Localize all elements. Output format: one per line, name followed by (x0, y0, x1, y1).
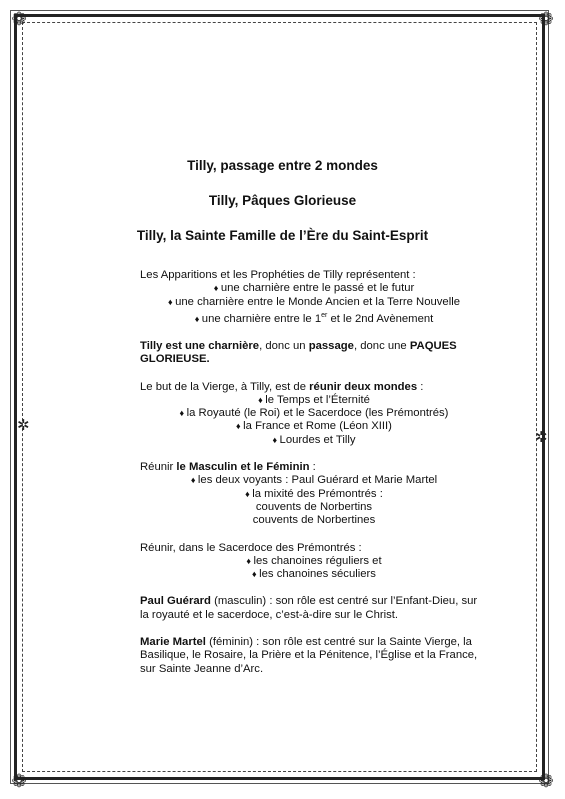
list-item: ♦ une charnière entre le Monde Ancien et la Terre Nouvelle (140, 296, 488, 309)
page-subtitle: Tilly, la Sainte Famille de l’Ère du Saint-Esprit (136, 228, 429, 243)
text: : (309, 461, 316, 474)
superscript: er (321, 311, 328, 319)
text: (féminin) : son rôle est centré sur la Sainte Vierge, la Basilique, le Rosaire, la Prière et la Pénitence, l’Église et la France, sur Sainte Jeanne d’Arc. (140, 636, 478, 675)
section-deux-mondes (140, 381, 488, 447)
section-sacerdoce (140, 542, 488, 582)
bold-text: Marie Martel (140, 636, 206, 648)
list-item-text: une charnière entre le 1 (201, 312, 322, 325)
list-item: couvents de Norbertins (255, 500, 373, 513)
text: , donc une (353, 339, 410, 352)
corner-ornament-icon: ❁ (11, 9, 27, 29)
text: (masculin) : son rôle est centré sur l’Enfant-Dieu, sur la royauté et le sacerdoce, c’est-à-dire sur le Christ. (140, 595, 478, 621)
bold-text: PAQUES GLORIEUSE. (140, 339, 457, 366)
section-marie-martel (140, 636, 488, 676)
text: Réunir (140, 461, 177, 474)
page-title: Tilly, passage entre 2 mondes (187, 158, 378, 173)
corner-ornament-icon: ❁ (11, 771, 27, 791)
side-ornament-icon: ✲ (535, 429, 548, 446)
page-subtitle: Tilly, Pâques Glorieuse (208, 193, 357, 208)
list-item: ♦ les chanoines réguliers et (140, 555, 488, 568)
bold-text: Paul Guérard (140, 595, 211, 608)
section-intro (140, 381, 488, 394)
list-item: ♦ les deux voyants : Paul Guérard et Marie Martel (140, 474, 488, 487)
corner-ornament-icon: ❁ (538, 771, 554, 791)
list-item: ♦ une charnière entre le passé et le futur (140, 282, 488, 295)
document-body (140, 269, 488, 690)
text: Le but de la Vierge, à Tilly, est de (140, 380, 310, 393)
list-item: ♦ la mixité des Prémontrés : (140, 488, 488, 501)
list-item: ♦ la Royauté (le Roi) et le Sacerdoce (les Prémontrés) (140, 407, 488, 420)
side-ornament-icon: ✲ (17, 417, 30, 434)
section-masculin-feminin (140, 461, 488, 527)
title-block (0, 158, 565, 263)
text: , donc un (259, 339, 309, 352)
text: : (417, 380, 424, 393)
list-item: ♦ la France et Rome (Léon XIII) (140, 420, 488, 433)
section-charniere (140, 269, 488, 326)
section-paul-guerard (140, 595, 488, 622)
section-intro: Réunir, dans le Sacerdoce des Prémontrés : (140, 541, 362, 554)
section-passage (140, 340, 488, 367)
list-item: ♦ Lourdes et Tilly (140, 434, 488, 447)
corner-ornament-icon: ❁ (538, 9, 554, 29)
list-item: ♦ le Temps et l’Éternité (140, 394, 488, 407)
bold-text: réunir deux mondes (309, 380, 418, 393)
bold-text: passage (308, 339, 354, 352)
section-intro (140, 461, 488, 474)
list-item: ♦ les chanoines séculiers (140, 568, 488, 581)
list-item (140, 309, 488, 326)
bold-text: Tilly est une charnière (140, 339, 260, 352)
bold-text: le Masculin et le Féminin (176, 461, 310, 474)
list-item-text: et le 2nd Avènement (327, 312, 434, 325)
list-item: couvents de Norbertines (252, 514, 376, 527)
section-intro: Les Apparitions et les Prophéties de Tilly représentent : (140, 269, 416, 281)
